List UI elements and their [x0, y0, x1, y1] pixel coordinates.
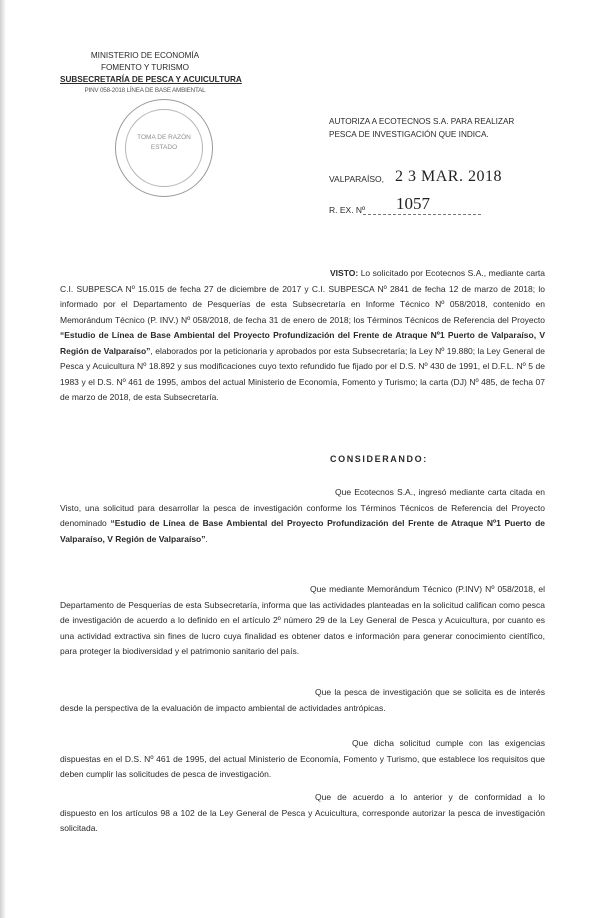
letterhead	[60, 50, 242, 95]
considerando-paragraph-4: Que dicha solicitud cumple con las exigencias dispuestas en el D.S. Nº 461 de 1995, del actual Ministerio de Economía, Fomento y Turismo, que establece los requisitos que deben cumplir las solicitudes de pesca de investigación.	[60, 738, 545, 779]
subject-line-1: AUTORIZA A ECOTECNOS S.A. PARA REALIZAR	[329, 117, 515, 126]
ministry-line-2: FOMENTO Y TURISMO	[100, 62, 190, 72]
visto-paragraph	[60, 266, 545, 406]
resolution-number-label: R. EX. Nº	[329, 205, 366, 215]
considerando-heading: CONSIDERANDO:	[330, 454, 428, 464]
resolution-number: 1057	[396, 194, 430, 213]
visto-text-1: Lo solicitado por Ecotecnos S.A., mediante carta C.I. SUBPESCA Nº 15.015 de fecha 27 de diciembre de 2017 y C.I. SUBPESCA Nº 2841 de fecha 12 de marzo de 2018; lo informado por el Departamento de Pesquerías de esta Subsecretaría en Informe Técnico Nº 058/2018, contenido en Memorándum Técnico (P. INV.) Nº 058/2018, de fecha 31 de enero de 2018; los Términos Técnicos de Referencia del Proyecto	[60, 268, 545, 325]
visto-project-title: “Estudio de Línea de Base Ambiental del Proyecto Profundización del Frente de Atraque Nº1 Puerto de Valparaíso, V Región de Valparaíso”	[60, 330, 545, 356]
considerando-1-text-1: Que Ecotecnos S.A., ingresó mediante carta citada en Visto, una solicitud para desarrollar la pesca de investigación conforme los Términos Técnicos de Referencia del Proyecto denominado	[60, 487, 545, 528]
contraloria-stamp	[115, 99, 213, 197]
subject-line-2: PESCA DE INVESTIGACIÓN QUE INDICA.	[329, 129, 489, 139]
city-label: VALPARAÍSO,	[329, 174, 384, 184]
considerando-paragraph-1	[60, 485, 545, 547]
scan-edge-shadow	[0, 0, 6, 918]
ministry-line: MINISTERIO DE ECONOMÍA	[90, 51, 200, 60]
reference-line: PINV 058-2018 LÍNEA DE BASE AMBIENTAL	[84, 86, 206, 94]
visto-text-2: , elaborados por la peticionaria y aprobados por esta Subsecretaría; la Ley Nº 19.880; la Ley General de Pesca y Acuicultura Nº 18.892 y sus modificaciones cuyo texto refundido fue fijado por el D.S. Nº 430 de 1991, el D.F.L. Nº 5 de 1983 y el D.S. Nº 461 de 1995, ambos del actual Ministerio de Economía, Fomento y Turismo; la carta (DJ) Nº 485, de fecha 07 de marzo de 2018, de esta Subsecretaría.	[60, 345, 545, 402]
stamp-text-1: TOMA DE RAZÓN	[137, 134, 191, 141]
considerando-paragraph-5: Que de acuerdo a lo anterior y de conformidad a lo dispuesto en los artículos 98 a 102 de la Ley General de Pesca y Acuicultura, corresponde autorizar la pesca de investigación solicitada.	[60, 792, 545, 833]
considerando-paragraph-2: Que mediante Memorándum Técnico (P.INV) Nº 058/2018, el Departamento de Pesquerías de esta Subsecretaría, informa que las actividades planteadas en la solicitud califican como pesca de investigación de acuerdo a lo definido en el artículo 2º número 29 de la Ley General de Pesca y Acuicultura, por cuanto es una actividad extractiva sin fines de lucro cuya finalidad es obtener datos e información para generar conocimiento científico, para proteger la biodiversidad y el patrimonio sanitario del país.	[60, 584, 545, 656]
subsecretaria-line: SUBSECRETARÍA DE PESCA Y ACUICULTURA	[60, 74, 242, 84]
considerando-1-text-2: .	[205, 533, 208, 544]
resolution-subject	[329, 116, 579, 141]
considerando-1-project-title: “Estudio de Línea de Base Ambiental del Proyecto Profundización del Frente de Atraque Nº1 Puerto de Valparaíso, V Región de Valparaíso”	[60, 518, 545, 544]
stamp-text-2: ESTADO	[150, 144, 178, 151]
considerando-paragraph-3: Que la pesca de investigación que se solicita es de interés desde la perspectiva de la evaluación de impacto ambiental de actividades antrópicas.	[60, 687, 545, 713]
date-stamp: 2 3 MAR. 2018	[395, 168, 502, 185]
visto-label: VISTO:	[330, 268, 359, 278]
